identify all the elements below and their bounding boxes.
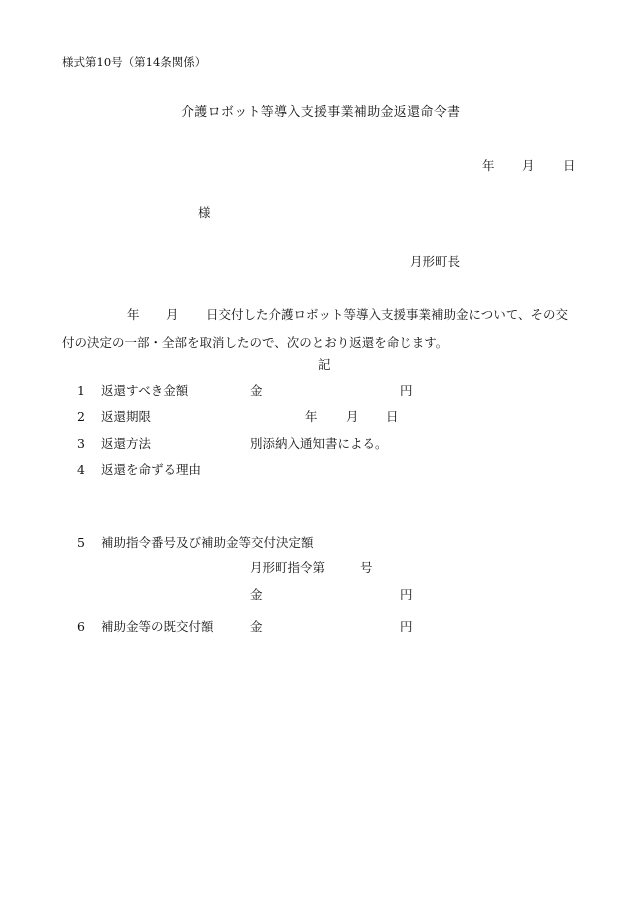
item-5-order-suffix: 号 bbox=[360, 560, 373, 575]
form-number: 様式第10号（第14条関係） bbox=[62, 55, 207, 69]
body-year-label: 年 bbox=[127, 307, 140, 322]
item-1-yen: 円 bbox=[400, 383, 413, 398]
item-6-label: 補助金等の既交付額 bbox=[101, 619, 214, 634]
item-4-label: 返還を命ずる理由 bbox=[101, 462, 202, 477]
item-5-order-prefix: 月形町指令第 bbox=[250, 560, 326, 575]
item-3-value: 別添納入通知書による。 bbox=[250, 436, 388, 451]
body-line1-rest: 日交付した介護ロボット等導入支援事業補助金について、その交 bbox=[206, 307, 569, 322]
item-1-number: 1 bbox=[77, 383, 85, 398]
addressee-suffix: 様 bbox=[198, 205, 211, 220]
item-5-kin: 金 bbox=[250, 587, 263, 602]
item-2-number: 2 bbox=[77, 409, 85, 424]
item-2-label: 返還期限 bbox=[101, 409, 152, 424]
item-6-number: 6 bbox=[77, 619, 85, 634]
item-6-yen: 円 bbox=[400, 619, 413, 634]
issuer: 月形町長 bbox=[410, 254, 461, 269]
item-1-label: 返還すべき金額 bbox=[101, 383, 189, 398]
body-line2: 付の決定の一部・全部を取消したので、次のとおり返還を命じます。 bbox=[62, 335, 449, 350]
date-day-label: 日 bbox=[563, 158, 576, 173]
item-5-label: 補助指令番号及び補助金等交付決定額 bbox=[101, 535, 314, 550]
item-4-number: 4 bbox=[77, 462, 85, 477]
document-title: 介護ロボット等導入支援事業補助金返還命令書 bbox=[181, 105, 461, 120]
item-3-number: 3 bbox=[77, 436, 85, 451]
item-3-label: 返還方法 bbox=[101, 436, 152, 451]
body-month-label: 月 bbox=[166, 307, 179, 322]
item-1-kin: 金 bbox=[250, 383, 263, 398]
item-2-day-label: 日 bbox=[386, 409, 399, 424]
item-2-year-label: 年 bbox=[305, 409, 318, 424]
item-5-number: 5 bbox=[77, 535, 85, 550]
date-year-label: 年 bbox=[482, 158, 495, 173]
item-6-kin: 金 bbox=[250, 619, 263, 634]
ki-heading: 記 bbox=[318, 357, 331, 372]
item-5-yen: 円 bbox=[400, 587, 413, 602]
date-month-label: 月 bbox=[522, 158, 535, 173]
item-2-month-label: 月 bbox=[346, 409, 359, 424]
